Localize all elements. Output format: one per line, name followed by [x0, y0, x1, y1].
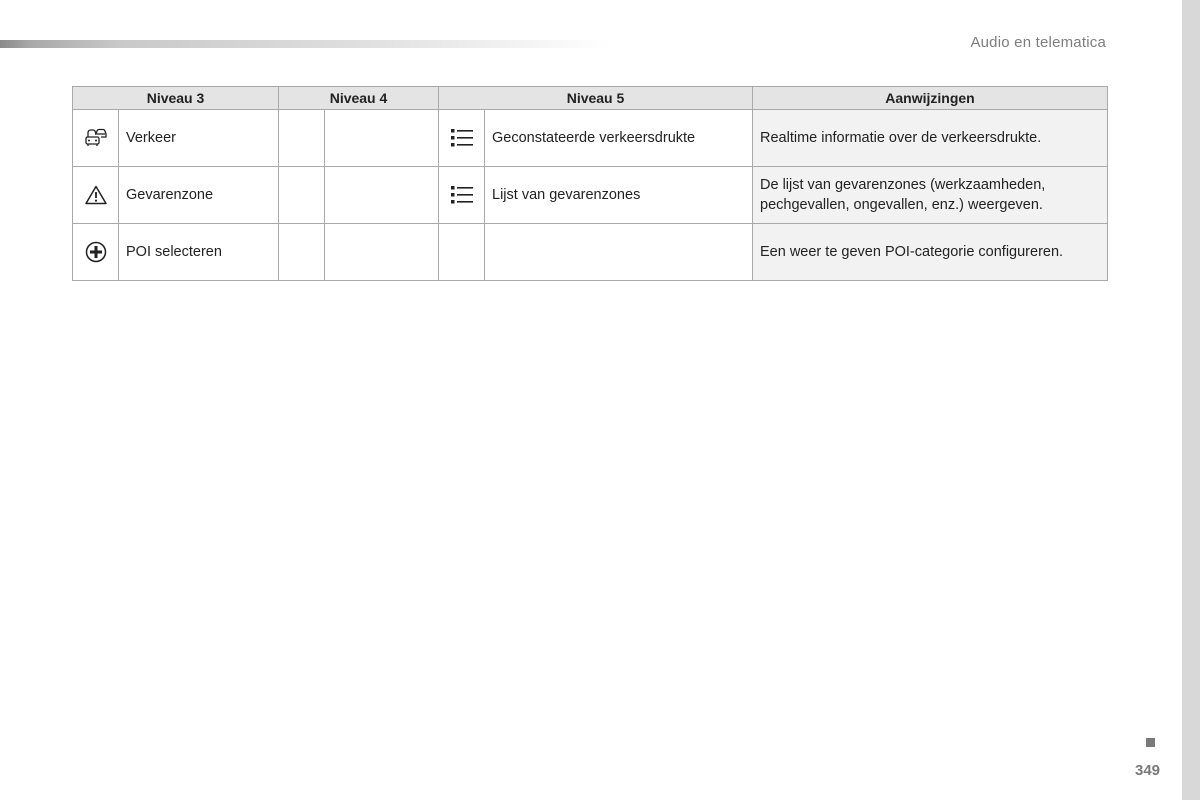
notes-cell: Realtime informatie over de verkeersdrukte.	[753, 110, 1108, 167]
level5-label: Geconstateerde verkeersdrukte	[485, 110, 753, 167]
list-icon	[451, 129, 473, 147]
level5-label	[485, 224, 753, 281]
table-row	[73, 167, 1108, 224]
level4-label	[325, 167, 439, 224]
level3-label: Gevarenzone	[119, 167, 279, 224]
column-header-level-5: Niveau 5	[439, 87, 753, 110]
level3-icon-cell	[73, 110, 119, 167]
level3-label: Verkeer	[119, 110, 279, 167]
header-gradient-bar	[0, 40, 610, 48]
menu-table	[72, 86, 1108, 281]
list-icon	[451, 186, 473, 204]
level4-label	[325, 224, 439, 281]
add-circle-icon	[85, 241, 107, 263]
page-marker	[1146, 738, 1155, 747]
traffic-icon	[85, 128, 107, 148]
warning-icon	[85, 185, 107, 205]
column-header-level-4: Niveau 4	[279, 87, 439, 110]
column-header-notes: Aanwijzingen	[753, 87, 1108, 110]
table-row	[73, 110, 1108, 167]
level5-label: Lijst van gevarenzones	[485, 167, 753, 224]
level3-icon-cell	[73, 167, 119, 224]
page-number: 349	[1135, 762, 1161, 779]
section-title: Audio en telematica	[970, 34, 1106, 51]
level4-label	[325, 110, 439, 167]
notes-cell: Een weer te geven POI-categorie configureren.	[753, 224, 1108, 281]
table-header-row	[73, 87, 1108, 110]
level5-icon-cell	[439, 110, 485, 167]
column-header-level-3: Niveau 3	[73, 87, 279, 110]
level4-icon-cell	[279, 167, 325, 224]
level4-icon-cell	[279, 110, 325, 167]
table-row	[73, 224, 1108, 281]
page-edge-strip	[1182, 0, 1200, 800]
level3-label: POI selecteren	[119, 224, 279, 281]
level4-icon-cell	[279, 224, 325, 281]
level5-icon-cell	[439, 167, 485, 224]
notes-cell: De lijst van gevarenzones (werkzaamheden, pechgevallen, ongevallen, enz.) weergeven.	[753, 167, 1108, 224]
level3-icon-cell	[73, 224, 119, 281]
level5-icon-cell	[439, 224, 485, 281]
